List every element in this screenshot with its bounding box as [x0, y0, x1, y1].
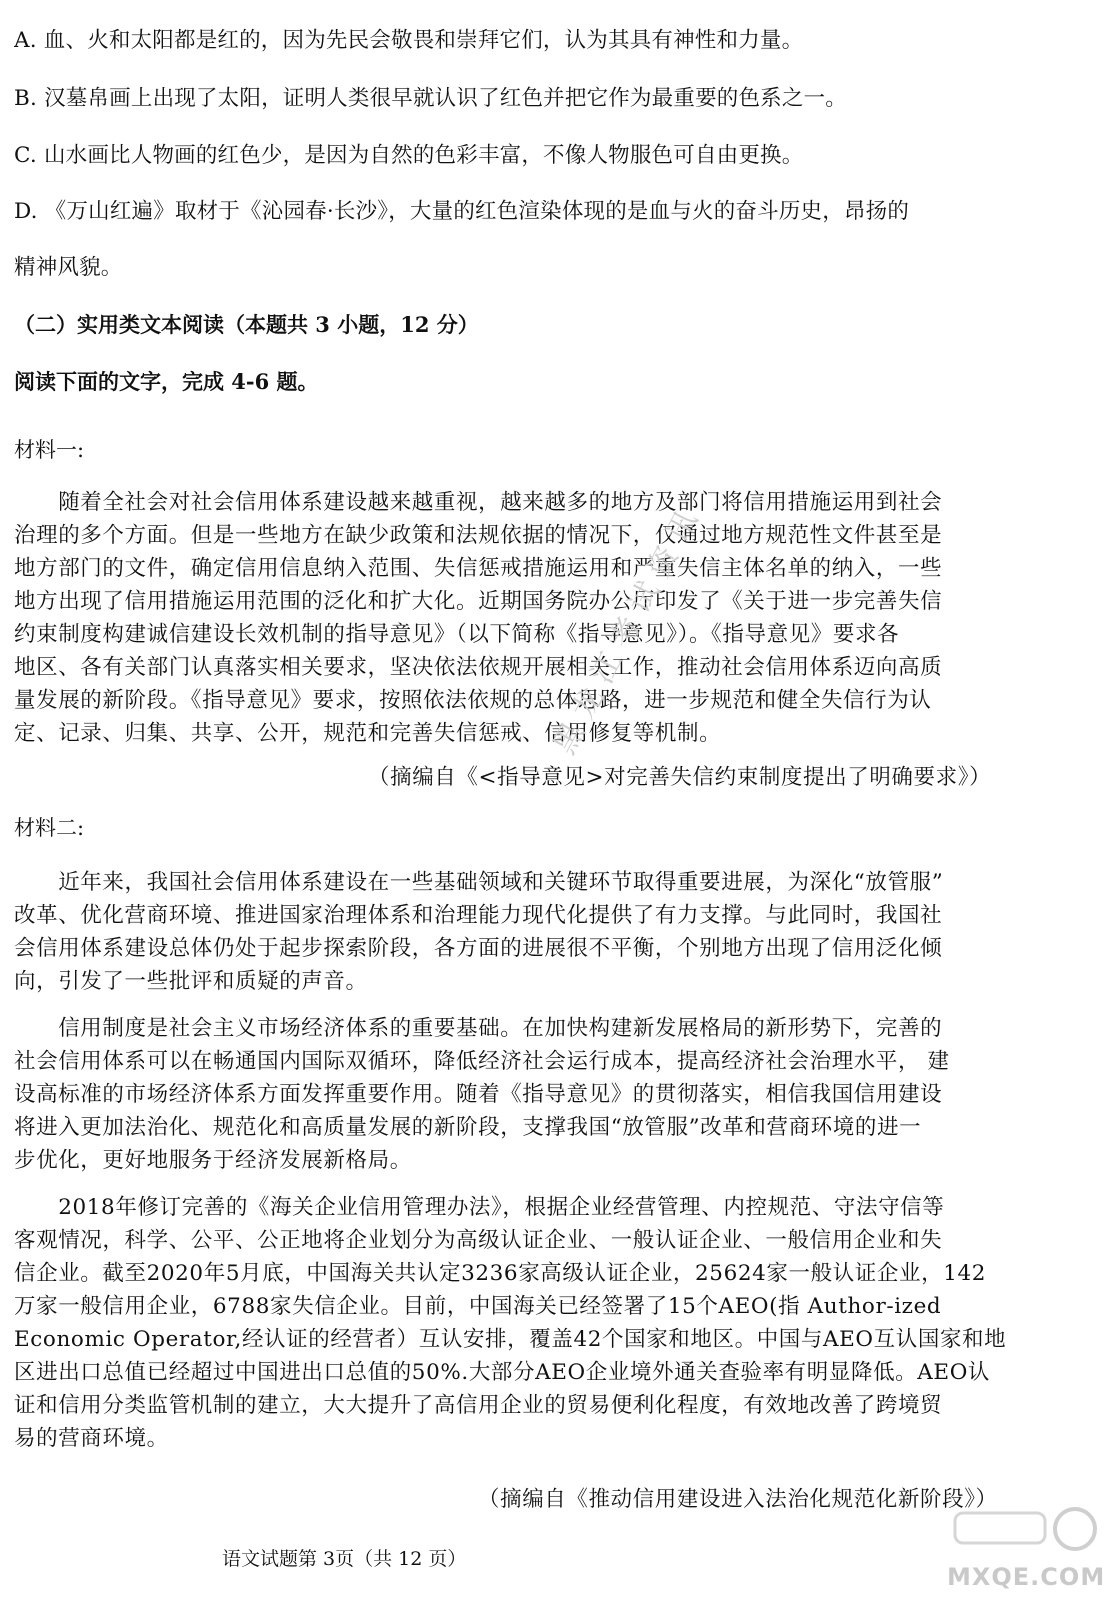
paragraph-line: 地区、各有关部门认真落实相关要求，坚决依法依规开展相关工作，推动社会信用体系迈向高质 — [14, 655, 943, 680]
paragraph-line: 约束制度构建诚信建设长效机制的指导意见》（以下简称《指导意见》）。《指导意见》要求各 — [14, 622, 900, 647]
paragraph-line: 社会信用体系可以在畅通国内国际双循环，降低经济社会运行成本，提高经济社会治理水平， 建 — [14, 1049, 950, 1074]
paragraph-line: 将进入更加法治化、规范化和高质量发展的新阶段，支撑我国“放管服”改革和营商环境的进一 — [14, 1115, 922, 1140]
paragraph-line: 设高标准的市场经济体系方面发挥重要作用。随着《指导意见》的贯彻落实，相信我国信用建设 — [14, 1082, 943, 1107]
paragraph-line: Economic Operator,经认证的经营者）互认安排，覆盖42个国家和地区。中国与AEO互认国家和地 — [14, 1327, 1007, 1352]
paragraph-line: 区进出口总值已经超过中国进出口总值的50%.大部分AEO企业境外通关查验率有明显降低。AEO认 — [14, 1360, 991, 1385]
section-heading: （二）实用类文本阅读（本题共 3 小题，12 分） — [14, 312, 479, 337]
paragraph-line: 定、记录、归集、共享、公开，规范和完善失信惩戒、信用修复等机制。 — [14, 721, 722, 746]
diagonal-watermark: 黑龙江考试资讯 — [547, 496, 710, 761]
paragraph-line: 向，引发了一些批评和质疑的声音。 — [14, 969, 368, 994]
material-two-paragraph-2 — [14, 1012, 1082, 1177]
material-two-paragraph-3 — [14, 1191, 1082, 1455]
watermark-text: MXQE.COM — [947, 1563, 1106, 1591]
paragraph-line: 万家一般信用企业，6788家失信企业。目前，中国海关已经签署了15个AEO(指 Author-ized — [14, 1294, 942, 1319]
reading-instruction: 阅读下面的文字，完成 4-6 题。 — [14, 369, 319, 394]
paragraph-line: 随着全社会对社会信用体系建设越来越重视，越来越多的地方及部门将信用措施运用到社会 — [14, 490, 943, 515]
page-footer: 语文试题第 3页（共 12 页） — [222, 1548, 467, 1570]
paragraph-line: 治理的多个方面。但是一些地方在缺少政策和法规依据的情况下，仅通过地方规范性文件甚至是 — [14, 523, 943, 548]
material-one-source: （摘编自《<指导意见>对完善失信约束制度提出了明确要求》） — [368, 765, 992, 790]
paragraph-line: 改革、优化营商环境、推进国家治理体系和治理能力现代化提供了有力支撑。与此同时，我国社 — [14, 903, 943, 928]
paragraph-line: 证和信用分类监管机制的建立，大大提升了高信用企业的贸易便利化程度，有效地改善了跨境贸 — [14, 1393, 943, 1418]
option-c: C. 山水画比人物画的红色少，是因为自然的色彩丰富，不像人物服色可自由更换。 — [14, 143, 804, 168]
option-d-continued: 精神风貌。 — [14, 255, 123, 280]
site-watermark-logo — [935, 1505, 1105, 1595]
material-two-source: （摘编自《推动信用建设进入法治化规范化新阶段》） — [478, 1487, 998, 1512]
material-one-paragraph — [14, 486, 1082, 750]
paragraph-line: 步优化，更好地服务于经济发展新格局。 — [14, 1148, 412, 1173]
paragraph-line: 易的营商环境。 — [14, 1426, 169, 1451]
paragraph-line: 会信用体系建设总体仍处于起步探索阶段，各方面的进展很不平衡，个别地方出现了信用泛化倾 — [14, 936, 943, 961]
paragraph-line: 地方出现了信用措施运用范围的泛化和扩大化。近期国务院办公厅印发了《关于进一步完善失信 — [14, 589, 943, 614]
option-a: A. 血、火和太阳都是红的，因为先民会敬畏和崇拜它们，认为其具有神性和力量。 — [14, 28, 804, 53]
material-one-label: 材料一: — [14, 438, 85, 462]
paragraph-line: 2018年修订完善的《海关企业信用管理办法》，根据企业经营管理、内控规范、守法守信等 — [14, 1195, 945, 1220]
paragraph-line: 近年来，我国社会信用体系建设在一些基础领域和关键环节取得重要进展，为深化“放管服” — [14, 870, 944, 895]
paragraph-line: 信用制度是社会主义市场经济体系的重要基础。在加快构建新发展格局的新形势下，完善的 — [14, 1016, 943, 1041]
paragraph-line: 量发展的新阶段。《指导意见》要求，按照依法依规的总体思路，进一步规范和健全失信行为认 — [14, 688, 932, 713]
material-two-paragraph-1 — [14, 866, 1082, 998]
paragraph-line: 客观情况，科学、公平、公正地将企业划分为高级认证企业、一般认证企业、一般信用企业和失 — [14, 1228, 943, 1253]
paragraph-line: 地方部门的文件，确定信用信息纳入范围、失信惩戒措施运用和严重失信主体名单的纳入，一些 — [14, 556, 943, 581]
paragraph-line: 信企业。截至2020年5月底，中国海关共认定3236家高级认证企业，25624家一般认证企业，142 — [14, 1261, 987, 1286]
material-two-label: 材料二: — [14, 816, 85, 840]
option-b: B. 汉墓帛画上出现了太阳，证明人类很早就认识了红色并把它作为最重要的色系之一。 — [14, 86, 847, 111]
option-d: D. 《万山红遍》取材于《沁园春·长沙》，大量的红色渲染体现的是血与火的奋斗历史，昂扬的 — [14, 199, 910, 224]
